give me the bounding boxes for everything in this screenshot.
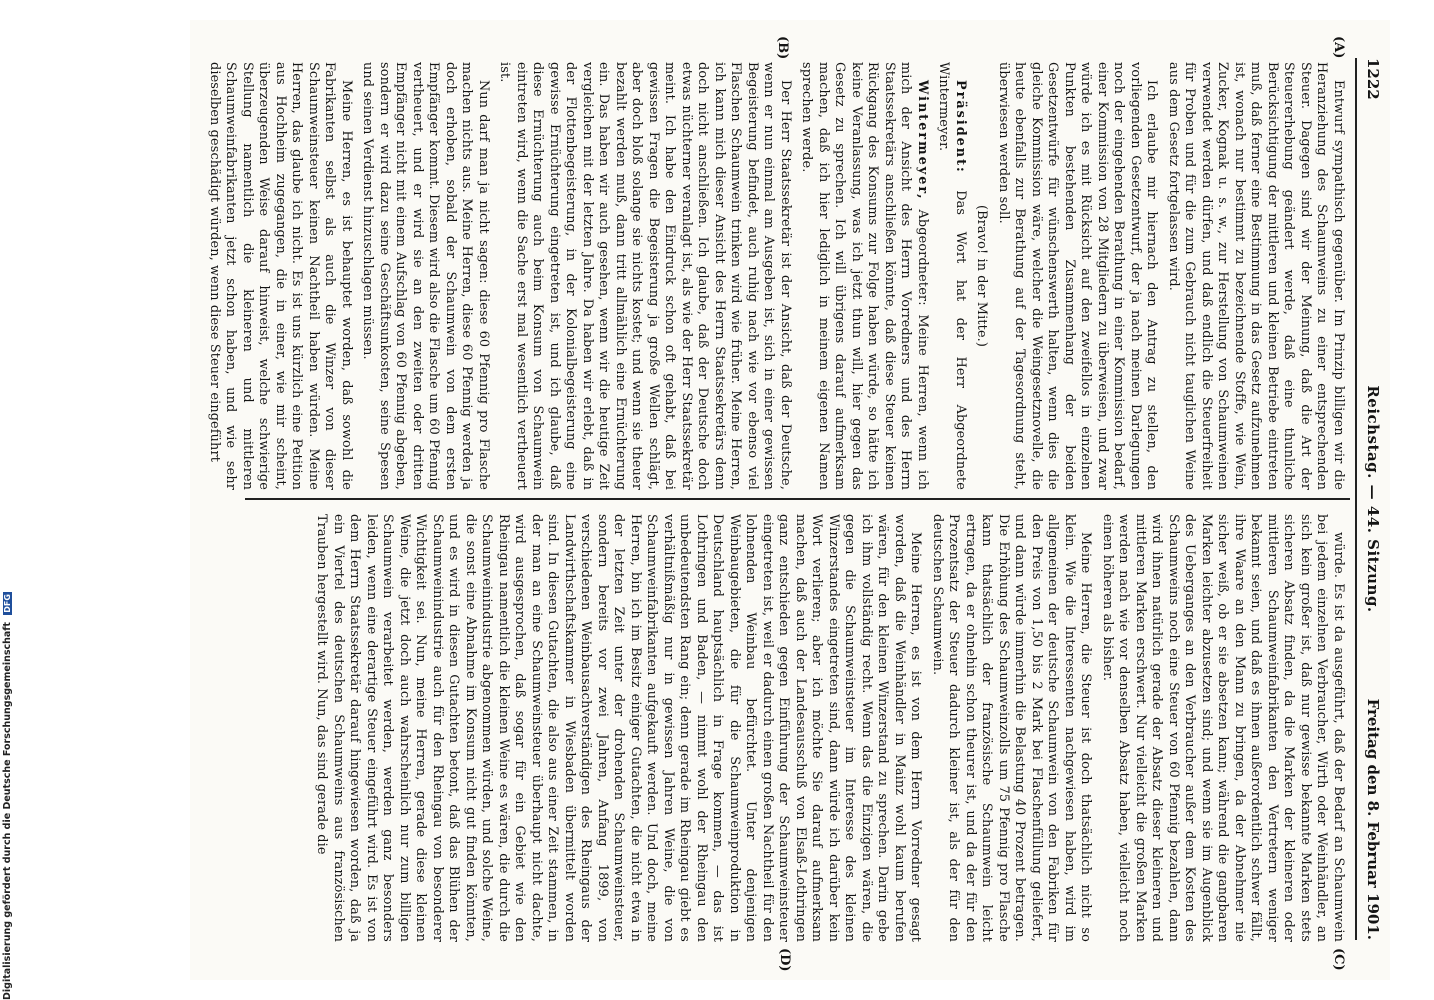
paragraph-text: Das Wort hat der Herr Abgeordnete Wintermeyer. — [936, 62, 968, 490]
digitization-credit — [2, 592, 13, 1000]
session-date: Freitag den 8. Februar 1901. — [1364, 698, 1382, 940]
dfg-logo: DFG — [3, 594, 12, 613]
margin-marker-c: (C) — [1331, 948, 1346, 971]
left-column — [207, 62, 1346, 490]
applause-note: (Bravo! in der Mitte.) — [974, 204, 990, 348]
header-rule — [1355, 58, 1357, 940]
paragraph-text: Abgeordneter: Meine Herren, wenn ich mich der Ansicht des Herrn Vorredners und des Herrn Staatssekretärs anschließen könnte, daß diese Steuer keinen Rückgang des Konsums zur Folge haben würde, so hätte ich keine Veranlassung, was ich jetzt thun will, hier gegen das Gesetz zu sprechen. Ich will übrigens darauf aufmerksam machen, daß ich hier lediglich in meinem eigenen Namen sprechen werde. — [799, 62, 930, 490]
scanned-page — [190, 20, 1390, 980]
paragraph: Meine Herren, es ist von dem Herrn Vorredner gesagt worden, daß die Weinhändler in Mainz wohl kaum berufen wären, für den kleinen Winzerstand zu sprechen. Darin gebe ich ihm vollständig recht. Wenn das die Einzigen wären, die gegen die Schaumweinsteuer im Interesse des kleinen Winzerstandes eingetreten sind, dann würde ich darüber kein Wort verlieren; aber ich möchte Sie darauf aufmerksam machen, daß auch der Landesausschuß von Elsaß-Lothringen ganz entschieden gegen Einführung der Schaumweinsteuer eingetreten ist, weil er dadurch einen großen Nachtheil für den lohnenden Weinbau befürchtet. Unter denjenigen Weinbaugebieten, die für die Schaumweinproduktion in Deutschland hauptsächlich in Frage kommen, — das ist Lothringen und Baden, — nimmt wohl der Rheingau den unbedeutendsten Rang ein; denn gerade im Rheingau giebt es verhältnißmäßig nur in gewissen Jahren Weine, die von Schaumweinfabrikanten aufgekauft werden. Und doch, meine Herren, bin ich im Besitz einiger Gutachten, die nicht etwa in der letzten Zeit unter der drohenden Schaumweinsteuer, sondern bereits vor zwei Jahren, Anfang 1899, von verschiedenen Weinbausachverständigen des Rheingaus der Landwirthschaftskammer in Wiesbaden übermittelt worden sind. In diesen Gutachten, die also aus einer Zeit stammen, in der man an eine Schaumweinsteuer überhaupt nicht dachte, wird ausgesprochen, daß sogar für ein Gebiet wie den Rheingau namentlich die kleinen Weine es wären, die durch die Schaumweinindustrie abgenommen würden, und solche Weine, die sonst eine Abnahme im Konsum nicht gut finden könnten, und es wird in diesen Gutachten betont, daß das Blühen der Schaumweinindustrie auch für den Rheingau von besonderer Wichtigkeit sei. Nun, meine Herren, gerade diese kleinen Weine, die jetzt doch auch wahrscheinlich nur zum billigen Schaumwein verarbeitet werden, werden ganz besonders leiden, wenn eine derartige Steuer eingeführt wird. Es ist von dem Herrn Staatssekretär darauf hingewiesen worden, daß ja ein Viertel des deutschen Schaumweins aus französischen Trauben hergestellt wird. Nun, das sind gerade die — [314, 514, 924, 942]
column-divider — [245, 498, 1350, 500]
paragraph — [935, 62, 968, 490]
paragraph — [798, 62, 930, 490]
paragraph: Nun darf man ja nicht sagen: diese 60 Pfennig pro Flasche machen nichts aus. Meine Herren, diese 60 Pfennig werden ja doch erhoben, sobald der Schaumwein von dem ersten Empfänger kommt. Diesem wird also die Flasche um 60 Pfennig vertheuert, und er wird sie an den zweiten oder dritten Empfänger nicht mit einem Aufschlag von 60 Pfennig abgeben, sondern er wird dazu seine Geschäftsunkosten, seine Spesen und seinen Verdienst hinzuschlagen müssen. — [360, 62, 491, 490]
paragraph: Ich erlaube mir hiernach den Antrag zu stellen, den vorliegenden Gesetzentwurf, der ja nach meinen Darlegungen noch der eingehenden Berathung in einer Kommission bedarf, einer Kommission von 28 Mitgliedern zu überweisen, und zwar würde ich es mit Rücksicht auf den zweifellos in einzelnen Punkten bestehenden Zusammenhang der beiden Gesetzentwürfe für wünschenswerth halten, wenn dies die gleiche Kommission wäre, welcher die Weingesetznovelle, die heute ebenfalls zur Berathung auf der Tagesordnung steht, überwiesen werden soll. — [996, 62, 1160, 490]
paragraph: Meine Herren, es ist behauptet worden, daß sowohl die Fabrikanten selbst als auch die Winzer von dieser Schaumweinsteuer keinen Nachtheil haben würden. Meine Herren, das glaube ich nicht. Es ist uns kürzlich eine Petition aus Hochheim zugegangen, die in einer, wie mir scheint, überzeugenden Weise darauf hinweist, welche schwierige Stellung namentlich die kleineren und mittleren Schaumweinfabrikanten jetzt schon haben, und wie sehr dieselben geschädigt würden, wenn diese Steuer eingeführt — [207, 62, 354, 490]
page-header — [1362, 58, 1382, 940]
paragraph: würde. Es ist da ausgeführt, daß der Bedarf an Schaumwein bei jedem einzelnen Verbraucher, Wirth oder Weinhändler, an sich kein großer ist, daß nur gewisse bekannte Marken stets sicheren Absatz finden, da die Marken der kleineren oder mittleren Schaumweinfabrikanten den Vertretern weniger bekannt seien, und daß es ihnen außerordentlich schwer fällt, ihre Waare an den Mann zu bringen, da der Abnehmer nie sicher weiß, ob er sie absetzen kann; während die gangbaren Marken leichter abzusetzen sind; und wenn sie im Augenblick des Ueberganges an den Verbraucher außer dem Kosten des Schaumweins noch eine Steuer von 60 Pfennig bezahlen, dann wird ihnen natürlich gerade der Absatz dieser kleineren und mittleren Marken erschwert. Nur vielleicht die großen Marken werden nach wie vor denselben Absatz haben, vielleicht noch einen höheren als bisher. — [1100, 514, 1346, 942]
speaker-label: Präsident: — [953, 80, 968, 174]
paragraph: Der Herr Staatssekretär ist der Ansicht, daß der Deutsche, wenn er nun einmal am Ausgeben ist, sich in einer gewissen Begeisterung befindet, auch ruhig nach wie vor ebenso viel Flaschen Schaumwein trinken wird wie früher. Meine Herren, ich kann mich dieser Ansicht des Herrn Staatssekretärs denn doch nicht anschließen. Ich glaube, daß der Deutsche doch etwas nüchterner veranlagt ist, als wie der Herr Staatssekretär meint. Ich habe den Eindruck schon oft gehabt, daß bei gewissen Fragen die Begeisterung ja große Wellen schlägt, aber doch bloß solange sie nichts kostet; und wenn sie theuer bezahlt werden muß, dann tritt allmählich eine Ernüchterung ein. Das haben wir auch gesehen, wenn wir die heutige Zeit vergleichen mit der letzten Jahre. Da haben wir erlebt, daß in der Flottenbegeisterung, in der Kolonialbegeisterung eine gewisse Ernüchterung eingetreten ist, und ich glaube, daß diese Ernüchterung auch beim Konsum von Schaumwein eintreten wird, wenn die Sache erst mal wesentlich vertheuert ist. — [497, 62, 793, 490]
digitization-text: Digitalisierung gefördert durch die Deutsche Forschungsgemeinschaft — [2, 622, 13, 1000]
right-column — [246, 514, 1346, 942]
margin-marker-a: (A) — [1331, 36, 1346, 59]
margin-marker-b: (B) — [775, 36, 790, 60]
page-number: 1222 — [1364, 58, 1382, 100]
paragraph: Meine Herren, die Steuer ist doch thatsächlich nicht so klein. Wie die Interessenten nachgewiesen haben, wird im allgemeinen der deutsche Schaumwein von den Fabriken für den Preis von 1,50 bis 2 Mark bei Flaschenfüllung geliefert, und dann würde immerhin die Belastung 40 Prozent betragen. Die Erhöhung des Schaumweinzolls um 75 Pfennig pro Flasche kann thatsächlich der französische Schaumwein leicht ertragen, da er ohnehin schon theurer ist, und da der für den Prozentsatz der Steuer dadurch kleiner ist, als der für den deutschen Schaumwein. — [930, 514, 1094, 942]
paragraph: Entwurf sympathisch gegenüber. Im Prinzip billigen wir die Heranziehung des Schaumweins zu einer entsprechenden Steuer. Dagegen sind wir der Meinung, daß die Art der Steuererhebung geändert werde, daß eine thunliche Berücksichtigung der mittleren und kleinen Betriebe eintreten muß, daß ferner eine Bestimmung in das Gesetz aufzunehmen ist, wonach nur bestimmt zu bezeichnende Stoffe, wie Wein, Zucker, Kognak u. s. w., zur Herstellung von Schaumweinen verwendet werden dürfen, und daß endlich die Steuerfreiheit für Proben und für die zum Gebrauch nicht tauglichen Weine aus dem Gesetz fortgelassen wird. — [1166, 62, 1346, 490]
session-title: Reichstag. — 44. Sitzung. — [1364, 385, 1382, 613]
speaker-label: Wintermeyer, — [915, 80, 930, 201]
margin-marker-d: (D) — [777, 948, 792, 972]
